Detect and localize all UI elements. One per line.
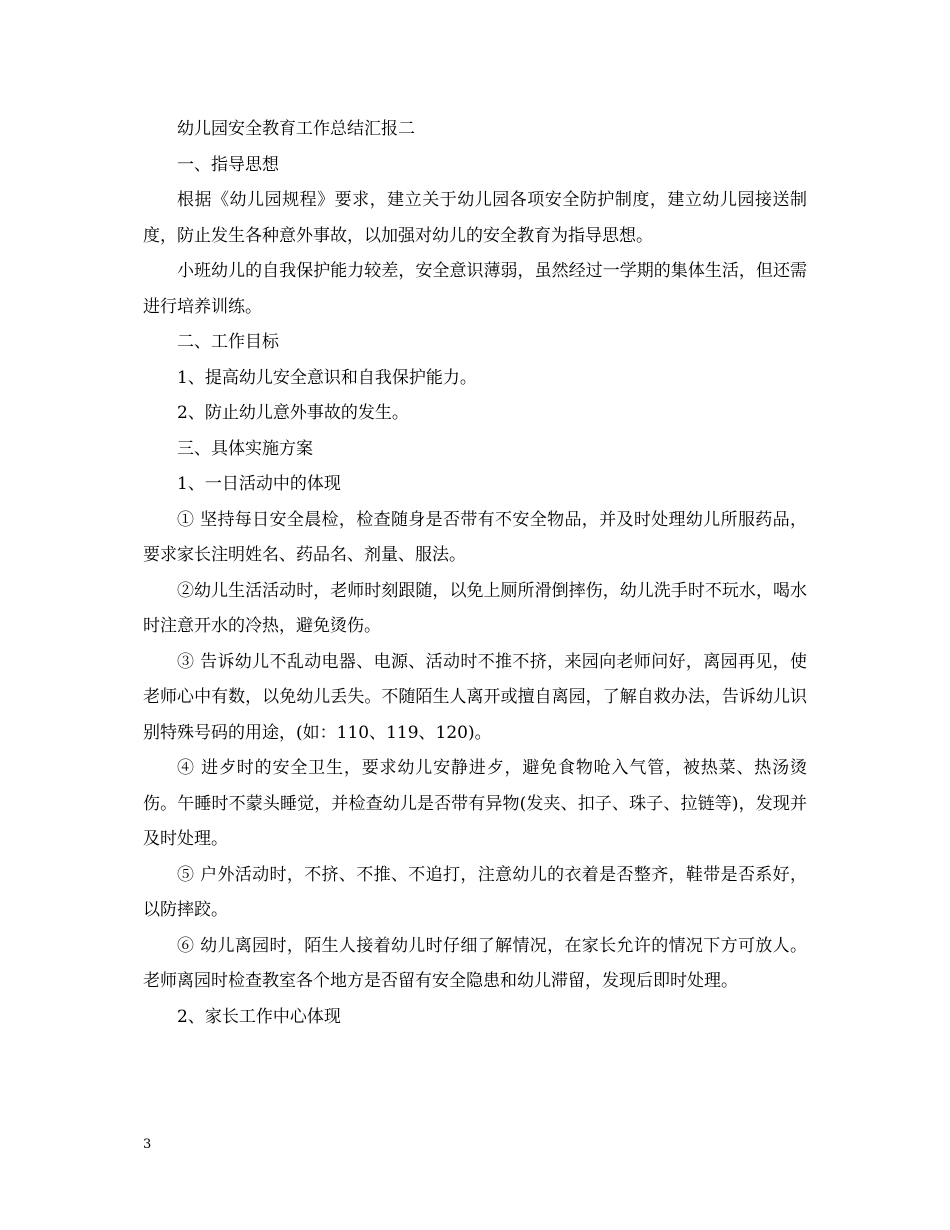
subsection-heading-parent-work: 2、家长工作中心体现 [177,1006,341,1027]
list-item: ④ 进歺时的安全卫生，要求幼儿安静进歺，避免食物呛入气管，被热菜、热汤烫伤。午睡时不蒙头睡觉，并检查幼儿是否带有异物(发夹、扣子、珠子、拉链等)，发现并及时处理。 [143,758,807,849]
list-item: ⑤ 户外活动时，不挤、不推、不追打，注意幼儿的衣着是否整齐，鞋带是否系好，以防摔跤。 [143,864,807,920]
subsection-heading-daily-activities: 1、一日活动中的体现 [177,474,341,494]
list-item: ②幼儿生活活动时，老师时刻跟随，以免上厕所滑倒摔伤，幼儿洗手时不玩水，喝水时注意开水的冷热，避免烫伤。 [143,580,807,636]
page-number: 3 [143,1137,152,1152]
section-heading-implementation-plan: 三、具体实施方案 [177,438,313,459]
list-item: 2、防止幼儿意外事故的发生。 [177,403,409,423]
list-item: ⑥ 幼儿离园时，陌生人接着幼儿时仔细了解情况，在家长允许的情况下方可放人。老师离园时检查教室各个地方是否留有安全隐患和幼儿滞留，发现后即时处理。 [143,935,807,991]
section-heading-work-goals: 二、工作目标 [177,332,279,352]
paragraph: 小班幼儿的自我保护能力较差，安全意识薄弱，虽然经过一学期的集体生活，但还需进行培养训练。 [143,261,807,317]
document-body [143,112,807,1035]
paragraph: 根据《幼儿园规程》要求，建立关于幼儿园各项安全防护制度，建立幼儿园接送制度，防止发生各种意外事故，以加强对幼儿的安全教育为指导思想。 [143,190,807,246]
document-title: 幼儿园安全教育工作总结汇报二 [177,119,415,139]
list-item: ③ 告诉幼儿不乱动电器、电源、活动时不推不挤，来园向老师问好，离园再见，使老师心中有数，以免幼儿丢失。不随陌生人离开或擅自离园，了解自救办法，告诉幼儿识别特殊号码的用途，(如：110、119、120)。 [143,651,807,743]
section-heading-guiding-ideology: 一、指导思想 [177,154,279,175]
list-item: ① 坚持每日安全晨检，检查随身是否带有不安全物品，并及时处理幼儿所服药品，要求家长注明姓名、药品名、剂量、服法。 [143,509,807,565]
list-item: 1、提高幼儿安全意识和自我保护能力。 [177,367,477,388]
